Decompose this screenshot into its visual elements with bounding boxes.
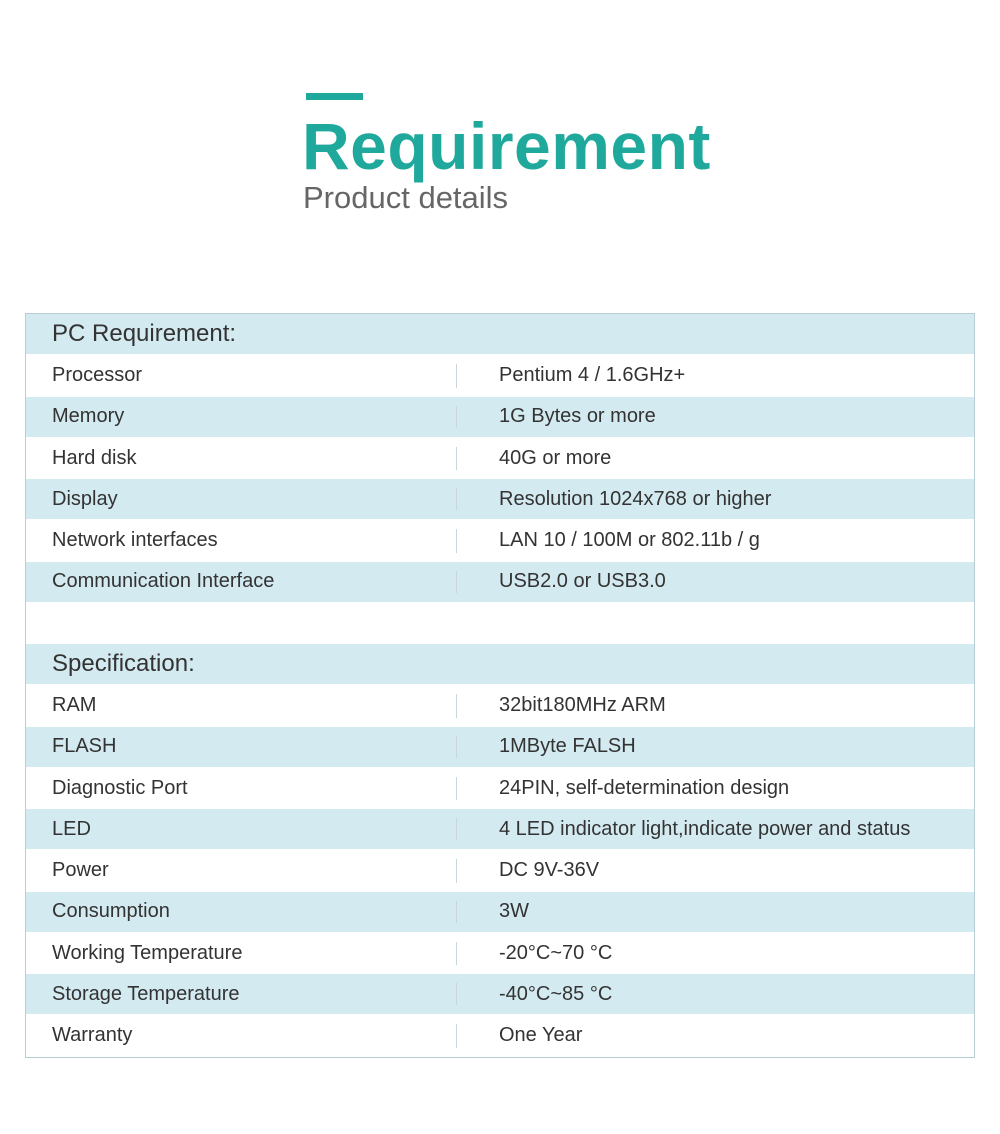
row-value: LAN 10 / 100M or 802.11b / g (499, 529, 760, 552)
row-value: USB2.0 or USB3.0 (499, 570, 666, 593)
row-label: Memory (52, 405, 125, 428)
row-label: FLASH (52, 735, 117, 758)
table-row (26, 727, 974, 768)
row-label: LED (52, 817, 91, 840)
column-divider (456, 694, 457, 717)
row-label: Display (52, 487, 118, 510)
row-label: Consumption (52, 900, 170, 923)
column-divider (456, 529, 457, 552)
column-divider (456, 488, 457, 510)
row-value: 3W (499, 900, 529, 923)
column-divider (456, 983, 457, 1005)
row-label: Diagnostic Port (52, 776, 188, 799)
table-row (26, 809, 974, 850)
column-divider (456, 901, 457, 923)
section-header-specification (26, 644, 974, 685)
column-divider (456, 364, 457, 387)
column-divider (456, 777, 457, 800)
row-label: Processor (52, 364, 143, 387)
row-value: -40°C~85 °C (499, 982, 613, 1005)
column-divider (456, 406, 457, 428)
spacer-row (26, 603, 974, 644)
row-label: Communication Interface (52, 570, 275, 593)
column-divider (456, 942, 457, 965)
section-heading: PC Requirement: (52, 320, 237, 348)
row-value: 1G Bytes or more (499, 405, 656, 428)
table-row (26, 355, 974, 396)
row-label: Network interfaces (52, 529, 218, 552)
row-value: 32bit180MHz ARM (499, 694, 666, 717)
table-row (26, 562, 974, 603)
page-title: Requirement (302, 109, 711, 183)
page-subtitle: Product details (303, 180, 509, 215)
table-row (26, 768, 974, 809)
row-value: DC 9V-36V (499, 859, 600, 882)
row-value: Resolution 1024x768 or higher (499, 487, 772, 510)
section-header-pc-requirement (26, 314, 974, 355)
row-label: Power (52, 859, 109, 882)
row-label: Storage Temperature (52, 982, 240, 1005)
table-row (26, 397, 974, 438)
table-row (26, 933, 974, 974)
table-row (26, 892, 974, 933)
section-heading: Specification: (52, 650, 195, 678)
accent-bar (306, 93, 363, 100)
column-divider (456, 1024, 457, 1047)
table-row (26, 850, 974, 891)
column-divider (456, 736, 457, 758)
table-row (26, 1015, 974, 1056)
row-value: Pentium 4 / 1.6GHz+ (499, 364, 686, 387)
row-value: 4 LED indicator light,indicate power and status (499, 817, 911, 840)
row-value: 24PIN, self-determination design (499, 776, 790, 799)
table-row (26, 438, 974, 479)
row-value: One Year (499, 1024, 583, 1047)
requirements-table (25, 313, 975, 1058)
row-label: Warranty (52, 1024, 133, 1047)
row-value: 1MByte FALSH (499, 735, 636, 758)
row-value: -20°C~70 °C (499, 941, 613, 964)
row-label: Working Temperature (52, 941, 243, 964)
table-row (26, 520, 974, 561)
table-row (26, 479, 974, 520)
column-divider (456, 447, 457, 470)
column-divider (456, 571, 457, 593)
row-label: Hard disk (52, 446, 137, 469)
table-row (26, 685, 974, 726)
column-divider (456, 818, 457, 840)
column-divider (456, 859, 457, 882)
row-label: RAM (52, 694, 97, 717)
row-value: 40G or more (499, 446, 612, 469)
table-row (26, 974, 974, 1015)
